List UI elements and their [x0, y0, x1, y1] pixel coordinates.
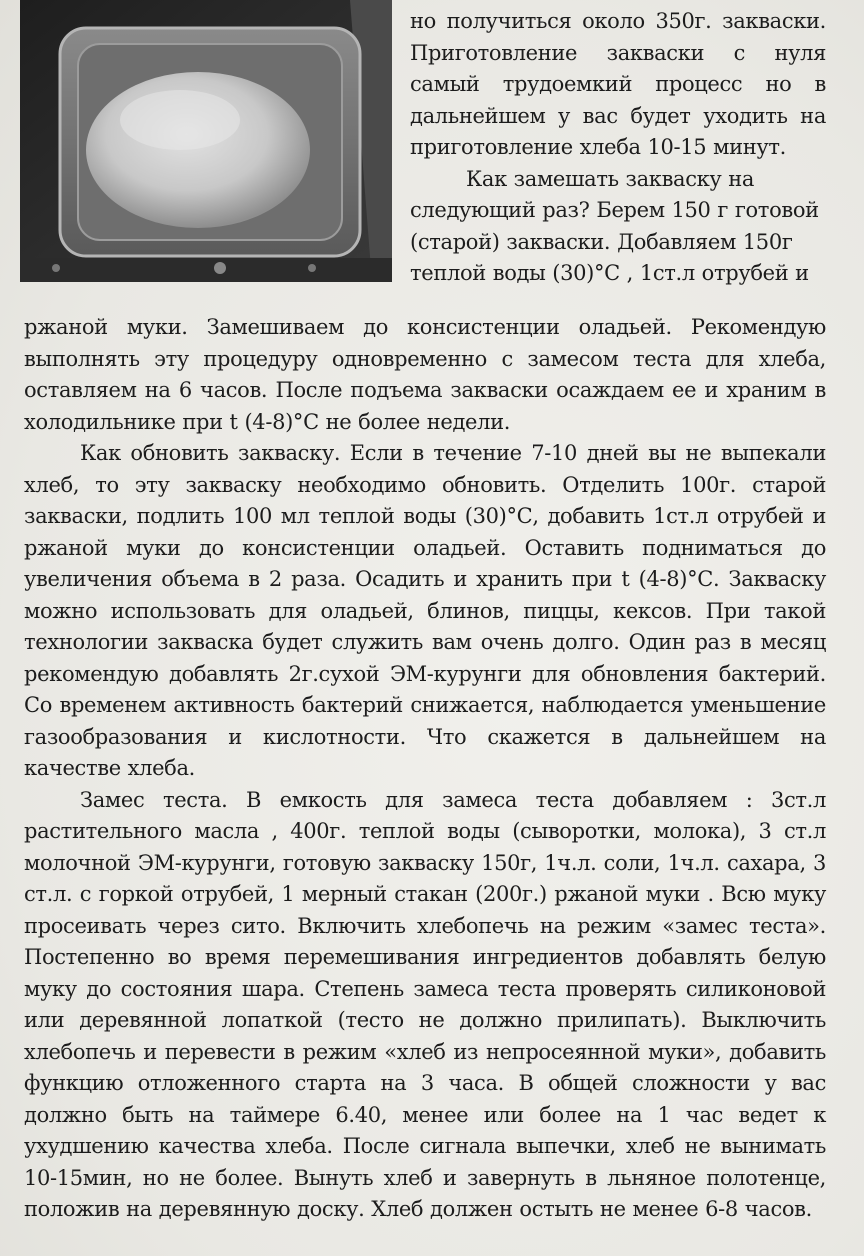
bread-maker-illustration [20, 0, 392, 282]
paragraph: ржаной муки. Замешиваем до консистенции оладьей. Рекомендую выполнять эту процедуру одновременно с замесом теста для хлеба, оставляем на 6 часов. После подъема закваски осаждаем ее и храним в холодильнике при t (4-8)°С не более недели. [24, 315, 826, 434]
top-text-column [410, 6, 826, 290]
bread-maker-photo [20, 0, 392, 282]
main-text-column [24, 312, 826, 1226]
paragraph: Замес теста. В емкость для замеса теста добавляем : 3ст.л растительного масла , 400г. теплой воды (сыворотки, молока), 3 ст.л молочной ЭМ-курунги, готовую закваску 150г, 1ч.л. соли, 1ч.л. сахара, 3 ст.л. с горкой отрубей, 1 мерный стакан (200г.) ржаной муки . Всю муку просеивать через сито. Включить хлебопечь на режим «замес теста». Постепенно во время перемешивания ингредиентов добавлять белую муку до состояния шара. Степень замеса теста проверять силиконовой или деревянной лопаткой (тесто не должно прилипать). Выключить хлебопечь и перевести в режим «хлеб из непросеянной муки», добавить функцию отложенного старта на 3 часа. В общей сложности у вас должно быть на таймере 6.40, менее или более на 1 час ведет к ухудшению качества хлеба. После сигнала выпечки, хлеб не вынимать 10-15мин, но не более. Вынуть хлеб и завернуть в льняное полотенце, положив на деревянную доску. Хлеб должен остыть не менее 6-8 часов. [24, 787, 826, 1221]
paragraph: но получиться около 350г. закваски. Приготовление закваски с нуля самый трудоемкий процесс но в дальнейшем у вас будет уходить на приготовление хлеба 10-15 минут. [410, 9, 826, 159]
paragraph: Как обновить закваску. Если в течение 7-10 дней вы не выпекали хлеб, то эту закваску необходимо обновить. Отделить 100г. старой закваски, подлить 100 мл теплой воды (30)°С, добавить 1ст.л отрубей и ржаной муки до консистенции оладьей. Оставить подниматься до увеличения объема в 2 раза. Осадить и хранить при t (4-8)°С. Закваску можно использовать для оладьей, блинов, пиццы, кексов. При такой технологии закваска будет служить вам очень долго. Один раз в месяц рекомендую добавлять 2г.сухой ЭМ-курунги для обновления бактерий. Со временем активность бактерий снижается, наблюдается уменьшение газообразования и кислотности. Что скажется в дальнейшем на качестве хлеба. [24, 441, 826, 780]
paragraph: Как замешать закваску на следующий раз? Берем 150 г готовой (старой) закваски. Добавляем 150г теплой воды (30)°С , 1ст.л отрубей и [410, 166, 819, 285]
